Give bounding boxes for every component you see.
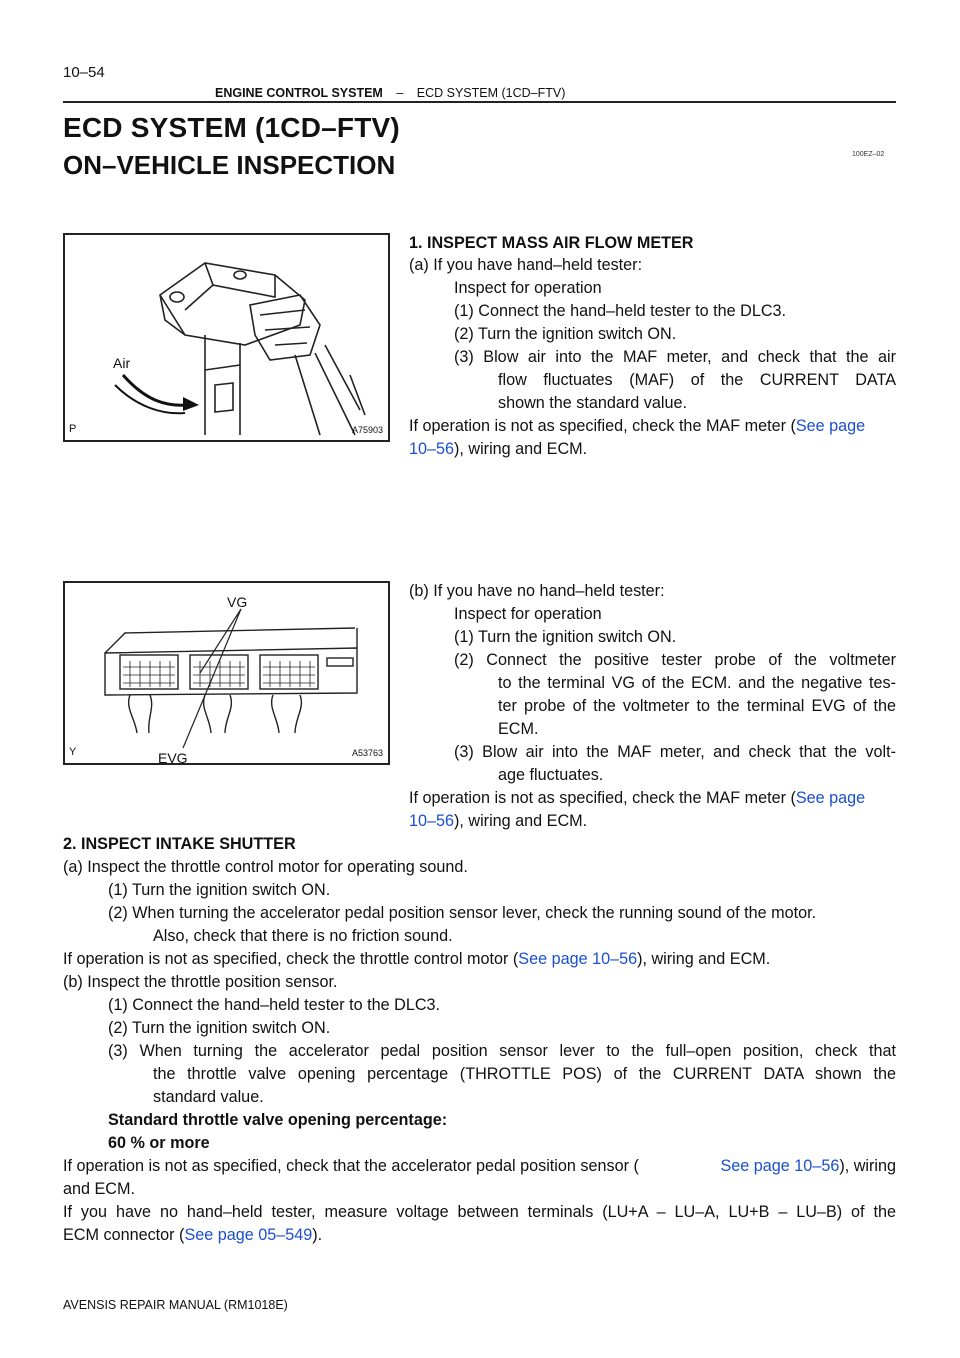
- step1-a1: (1) Connect the hand–held tester to the DLC3.: [454, 302, 787, 320]
- page-title: ECD SYSTEM (1CD–FTV): [63, 112, 400, 143]
- step1-a-sub: Inspect for operation: [454, 279, 602, 297]
- result-text: If operation is not as specified, check the MAF meter (: [409, 789, 796, 807]
- header-subsection: ECD SYSTEM (1CD–FTV): [416, 86, 566, 100]
- label-vg: VG: [227, 594, 248, 610]
- step1-b2-line4: ECM.: [498, 720, 539, 738]
- step2-a: (a) Inspect the throttle control motor for operating sound.: [63, 858, 468, 876]
- standard-label: Standard throttle valve opening percentage:: [108, 1111, 448, 1129]
- figure-code: A53763: [352, 748, 384, 758]
- see-page-link[interactable]: See page: [795, 417, 866, 435]
- result-text: If operation is not as specified, check the throttle control motor (: [63, 950, 519, 968]
- header-dash: –: [396, 86, 404, 100]
- page-number: 10–54: [63, 64, 105, 81]
- step2-a1: (1) Turn the ignition switch ON.: [108, 881, 331, 899]
- see-page-link-number[interactable]: 10–56: [409, 812, 455, 830]
- step1-a3-line3: shown the standard value.: [498, 394, 687, 412]
- step1-a-result-line2: [409, 438, 587, 460]
- ecm-connector-illustration: [65, 583, 388, 763]
- step2-b-result: [63, 1155, 896, 1177]
- no-tester-line2: [63, 1224, 322, 1246]
- step2-a2-line1: (2) When turning the accelerator pedal position sensor lever, check the running sound of the motor.: [108, 904, 817, 922]
- step1-a3-line1: (3) Blow air into the MAF meter, and check that the air: [454, 348, 896, 366]
- see-page-link[interactable]: See page 10–56: [518, 950, 638, 968]
- step1-heading: 1. INSPECT MASS AIR FLOW METER: [409, 234, 694, 252]
- label-air: Air: [113, 355, 131, 371]
- step2-b3-line1: (3) When turning the accelerator pedal position sensor lever to the full–open position, check that: [108, 1042, 896, 1060]
- step1-a3-line2: flow fluctuates (MAF) of the CURRENT DATA: [498, 371, 896, 389]
- step1-b-result-line2: [409, 810, 587, 832]
- step1-b-sub: Inspect for operation: [454, 605, 602, 623]
- running-header: [215, 86, 565, 100]
- see-page-link[interactable]: See page 05–549: [184, 1226, 313, 1244]
- step2-b3-line2: the throttle valve opening percentage (THROTTLE POS) of the CURRENT DATA shown the: [153, 1065, 896, 1083]
- result-text: ), wiring and ECM.: [454, 440, 588, 458]
- step1-b: (b) If you have no hand–held tester:: [409, 582, 665, 600]
- result-text: ), wiring: [839, 1157, 896, 1175]
- result-text: ), wiring and ECM.: [454, 812, 588, 830]
- result-text: ), wiring and ECM.: [637, 950, 771, 968]
- step2-a2-line2: Also, check that there is no friction sound.: [153, 927, 453, 945]
- see-page-link-number[interactable]: 10–56: [409, 440, 455, 458]
- step1-b3-line1: (3) Blow air into the MAF meter, and check that the volt-: [454, 743, 896, 761]
- step2-b3-line3: standard value.: [153, 1088, 264, 1106]
- step1-b2-line3: ter probe of the voltmeter to the terminal EVG of the: [498, 697, 896, 715]
- header-section: ENGINE CONTROL SYSTEM: [215, 86, 383, 100]
- step1-b1: (1) Turn the ignition switch ON.: [454, 628, 677, 646]
- result-text: If operation is not as specified, check the MAF meter (: [409, 417, 796, 435]
- result-text: If operation is not as specified, check that the accelerator pedal position sensor (: [63, 1157, 639, 1175]
- see-page-link[interactable]: See page 10–56: [720, 1157, 840, 1175]
- figure-tag: Y: [69, 746, 77, 758]
- figure-ecm-connector: [63, 581, 390, 765]
- step1-a2: (2) Turn the ignition switch ON.: [454, 325, 677, 343]
- label-evg: EVG: [158, 750, 188, 765]
- doc-code: 100EZ–02: [852, 151, 885, 158]
- step1-b2-line2: to the terminal VG of the ECM. and the negative tes-: [498, 674, 896, 692]
- no-tester-line1: If you have no hand–held tester, measure voltage between terminals (LU+A – LU–A, LU+B – LU–B) of the: [63, 1203, 896, 1221]
- standard-value: 60 % or more: [108, 1134, 210, 1152]
- page-subtitle: ON–VEHICLE INSPECTION: [63, 150, 396, 180]
- figure-code: A75903: [352, 425, 384, 435]
- step1-a-result: [409, 415, 865, 437]
- figure-maf-meter: [63, 233, 390, 442]
- step1-b-result: [409, 787, 865, 809]
- step2-b-result-line2: and ECM.: [63, 1180, 135, 1198]
- result-text: ECM connector (: [63, 1226, 185, 1244]
- step2-heading: 2. INSPECT INTAKE SHUTTER: [63, 835, 296, 853]
- step2-b2: (2) Turn the ignition switch ON.: [108, 1019, 331, 1037]
- see-page-link[interactable]: See page: [795, 789, 866, 807]
- step1-b2-line1: (2) Connect the positive tester probe of the voltmeter: [454, 651, 896, 669]
- step2-b: (b) Inspect the throttle position sensor.: [63, 973, 338, 991]
- figure-tag: P: [69, 423, 77, 435]
- result-text: ).: [312, 1226, 323, 1244]
- footer: AVENSIS REPAIR MANUAL (RM1018E): [63, 1298, 288, 1312]
- header-rule: [63, 101, 896, 103]
- step1-a: (a) If you have hand–held tester:: [409, 256, 643, 274]
- maf-meter-illustration: [65, 235, 388, 440]
- step2-b1: (1) Connect the hand–held tester to the DLC3.: [108, 996, 441, 1014]
- step1-b3-line2: age fluctuates.: [498, 766, 604, 784]
- step2-a-result: [63, 948, 770, 970]
